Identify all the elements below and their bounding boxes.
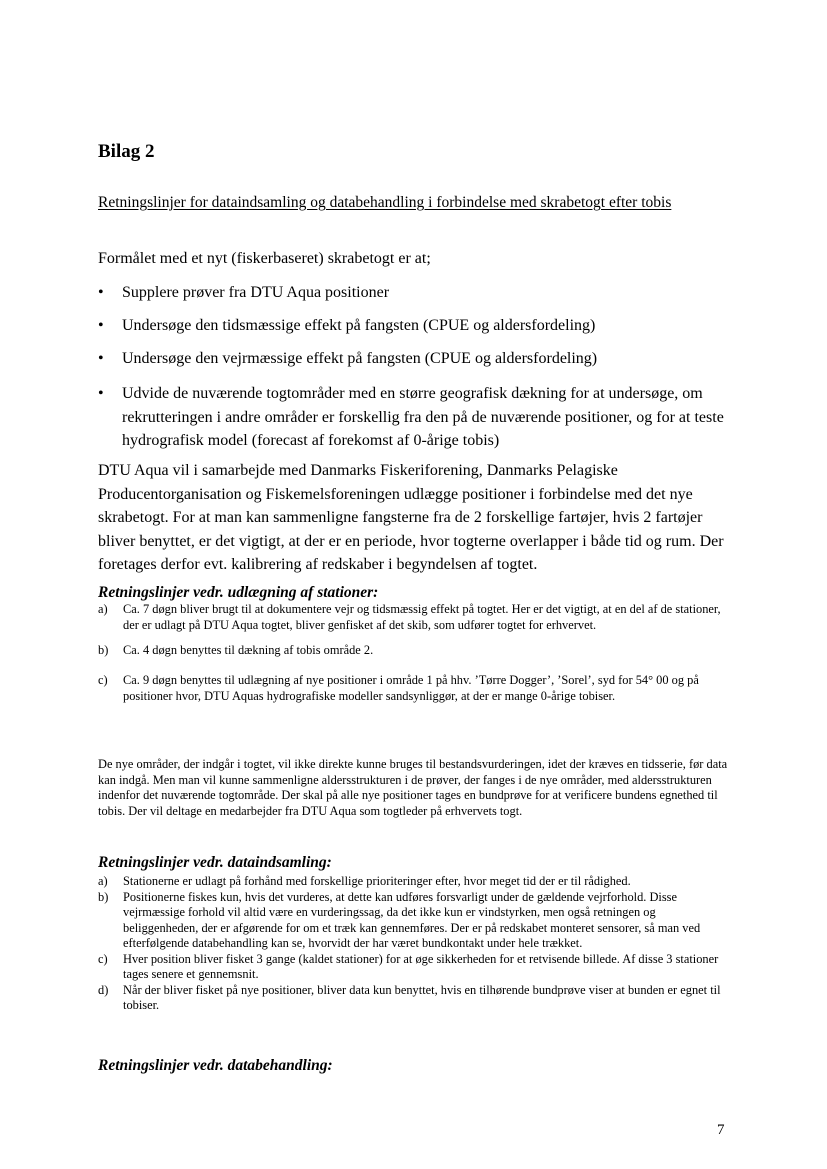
bullet-text: Udvide de nuværende togtområder med en større geografisk dækning for at undersøge, om rekrutteringen i andre områder er forskellig fra den på de nuværende positioner, og for at teste hydrografisk model (forecast af forekomst af 0-årige tobis)	[122, 385, 724, 449]
stations-list	[98, 602, 733, 704]
list-item	[98, 673, 733, 704]
bullet-text: Undersøge den vejrmæssige effekt på fangsten (CPUE og aldersfordeling)	[122, 350, 598, 367]
list-text: Positionerne fiskes kun, hvis det vurderes, at dette kan udføres forsvarligt under de gældende vejrforhold. Disse vejrmæssige forhold vil altid være en vurderingssag, da det ikke kun er vindstyrken, men også retningen og beliggenheden, der er afgørende for om et træk kan gennemføres. Der er på redskabet monteret sensorer, så man ved efterfølgende databehandling kan se, hvorvidt der har været bundkontakt under hele trækket.	[123, 889, 701, 950]
page-number: 7	[717, 1122, 725, 1138]
section-heading-data-collection: Retningslinjer vedr. dataindsamling:	[98, 854, 332, 871]
bullet-text: Undersøge den tidsmæssige effekt på fangsten (CPUE og aldersfordeling)	[122, 317, 596, 334]
list-label: b)	[98, 643, 109, 657]
list-item	[98, 874, 733, 890]
list-label: a)	[98, 602, 108, 616]
list-item	[98, 983, 733, 1014]
purpose-bullet-list	[98, 282, 738, 453]
list-item	[98, 315, 738, 348]
list-text: Stationerne er udlagt på forhånd med forskellige prioriteringer efter, hvor meget tid der er til rådighed.	[123, 874, 631, 888]
document-subtitle: Retningslinjer for dataindsamling og databehandling i forbindelse med skrabetogt efter tobis	[98, 194, 672, 211]
list-label: a)	[98, 874, 108, 888]
list-item	[98, 643, 733, 673]
list-label: b)	[98, 889, 109, 904]
list-label: d)	[98, 982, 109, 997]
list-text: Ca. 7 døgn bliver brugt til at dokumentere vejr og tidsmæssig effekt på togtet. Her er det vigtigt, at en del af de stationer, der er udlagt på DTU Aqua togtet, bliver genfisket af det skib, som udfører togtet for erhvervet.	[123, 602, 721, 632]
bullet-icon: •	[98, 350, 104, 367]
document-title: Bilag 2	[98, 141, 155, 162]
list-item	[98, 382, 738, 453]
list-item	[98, 282, 738, 315]
list-text: Hver position bliver fisket 3 gange (kaldet stationer) for at øge sikkerheden for et retvisende billede. Af disse 3 stationer tages senere et gennemsnit.	[123, 951, 719, 981]
list-text: Ca. 4 døgn benyttes til dækning af tobis område 2.	[123, 643, 374, 657]
list-item	[98, 890, 733, 952]
body-paragraph: DTU Aqua vil i samarbejde med Danmarks Fiskeriforening, Danmarks Pelagiske Producentorganisation og Fiskemelsforeningen udlægge positioner i forbindelse med det nye skrabetogt. For at man kan sammenligne fangsterne fra de 2 forskellige fartøjer, hvis 2 fartøjer bliver benyttet, er det vigtigt, at der er en periode, hvor togterne overlapper i både tid og rum. Der foretages derfor evt. kalibrering af redskaber i begyndelsen af togtet.	[98, 462, 724, 574]
bullet-icon: •	[98, 317, 104, 334]
list-item	[98, 602, 733, 643]
list-item	[98, 952, 733, 983]
intro-text: Formålet med et nyt (fiskerbaseret) skrabetogt er at;	[98, 250, 431, 267]
list-text: Ca. 9 døgn benyttes til udlægning af nye positioner i område 1 på hhv. ’Tørre Dogger’, ’Sorel’, syd for 54° 00 og på positioner hvor, DTU Aquas hydrografiske modeller sandsynliggør, at der er mange 0-årige tobiser.	[123, 673, 699, 703]
body-paragraph: De nye områder, der indgår i togtet, vil ikke direkte kunne bruges til bestandsvurderingen, idet der kræves en tidsserie, før data kan indgå. Men man vil kunne sammenligne aldersstrukturen i de prøver, der fanges i de nye områder, med aldersstrukturen indenfor det nuværende togtområde. Der skal på alle nye positioner tages en bundprøve for at verificere bundens egnethed til tobis. Der vil deltage en medarbejder fra DTU Aqua som togtleder på erhvervets togt.	[98, 757, 728, 818]
section-heading-data-processing: Retningslinjer vedr. databehandling:	[98, 1057, 333, 1074]
list-text: Når der bliver fisket på nye positioner, bliver data kun benyttet, hvis en tilhørende bundprøve viser at bunden er egnet til tobiser.	[123, 982, 721, 1012]
section-heading-stations: Retningslinjer vedr. udlægning af stationer:	[98, 584, 379, 601]
list-item	[98, 348, 738, 382]
bullet-text: Supplere prøver fra DTU Aqua positioner	[122, 284, 390, 301]
bullet-icon: •	[98, 385, 104, 402]
list-label: c)	[98, 951, 108, 966]
list-label: c)	[98, 673, 108, 687]
data-collection-list	[98, 874, 733, 1014]
bullet-icon: •	[98, 284, 104, 301]
